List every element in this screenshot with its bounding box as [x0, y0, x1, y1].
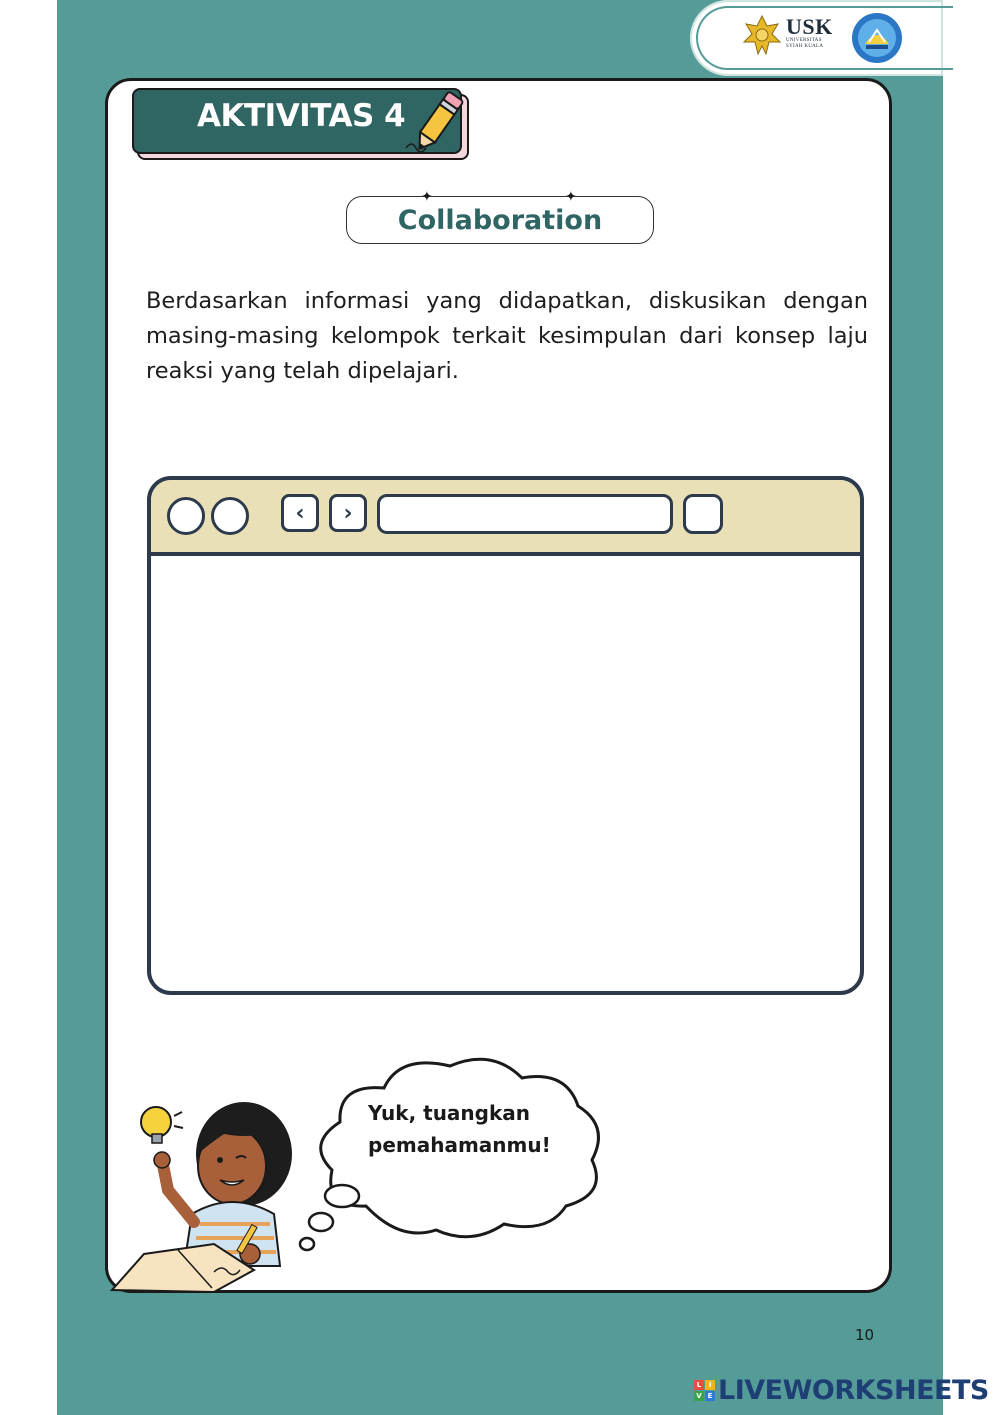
section-title-pill: [346, 196, 654, 244]
thought-bubble-line2: pemahamanmu!: [368, 1133, 551, 1157]
answer-field[interactable]: [151, 556, 860, 991]
sparkle-icon: ✦: [421, 189, 433, 205]
brand-letter: E: [705, 1391, 715, 1401]
instruction-text: Berdasarkan informasi yang didapatkan, diskusikan dengan masing-masing kelompok terkait kesimpulan dari konsep laju reaksi yang telah dipelajari.: [146, 288, 868, 384]
brand-letter: V: [694, 1391, 704, 1401]
usk-logo-title: USK: [786, 14, 833, 39]
liveworksheets-blocks-icon: [694, 1380, 715, 1401]
brand-letter: L: [694, 1380, 704, 1390]
liveworksheets-wordmark: LIVEWORKSHEETS: [718, 1375, 989, 1406]
page-number: 10: [855, 1326, 875, 1344]
section-title: Collaboration: [397, 204, 603, 236]
thought-bubble-line1: Yuk, tuangkan: [368, 1101, 531, 1125]
toolbar-square-button: [683, 494, 723, 534]
thought-bubble-text: [368, 1097, 568, 1161]
forward-arrow-icon: ›: [329, 494, 367, 532]
usk-logo-sub2: SYIAH KUALA: [786, 44, 824, 49]
usk-logo-text: [786, 16, 833, 50]
window-dot-icon: [211, 497, 249, 535]
usk-logo-sub1: UNIVERSITAS: [786, 38, 822, 43]
brand-letter: I: [705, 1380, 715, 1390]
tut-wuri-handayani-icon: [851, 12, 903, 64]
pencil-icon: [402, 86, 472, 158]
window-dot-icon: [167, 497, 205, 535]
address-bar: [377, 494, 673, 534]
liveworksheets-logo: [694, 1375, 989, 1406]
usk-emblem-icon: [742, 14, 782, 56]
answer-browser-frame: [147, 476, 864, 995]
sparkle-icon: ✦: [565, 189, 577, 205]
back-arrow-icon: ‹: [281, 494, 319, 532]
student-thinking-illustration: [104, 1094, 304, 1294]
activity-badge-label: AKTIVITAS 4: [197, 98, 406, 134]
browser-toolbar: [151, 480, 860, 556]
